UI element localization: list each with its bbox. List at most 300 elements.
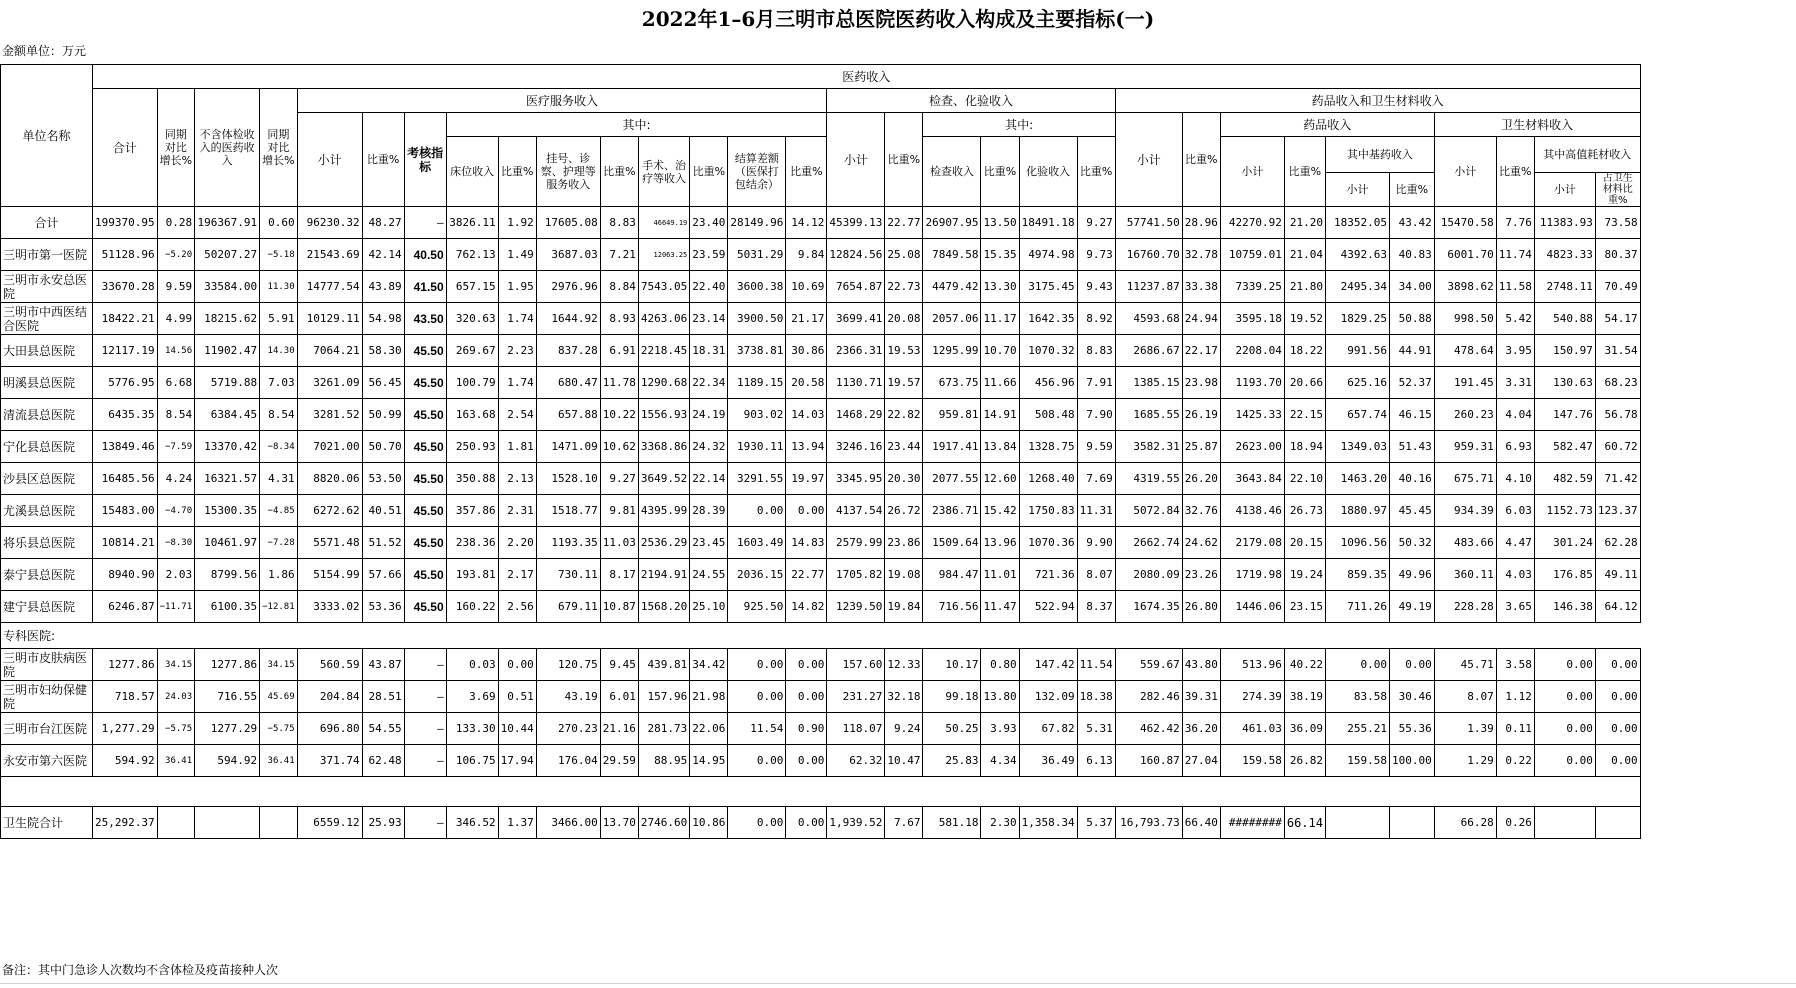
table-cell: 4593.68 (1115, 303, 1182, 335)
table-cell: 1.92 (498, 207, 536, 239)
table-cell: 50.70 (362, 431, 404, 463)
table-cell: 9.84 (786, 239, 827, 271)
table-cell: 8.07 (1434, 681, 1496, 713)
table-cell: 1930.11 (728, 431, 786, 463)
table-cell: 204.84 (297, 681, 362, 713)
table-cell: 18422.21 (93, 303, 158, 335)
table-cell: 23.14 (690, 303, 728, 335)
table-row (1, 495, 1641, 527)
table-cell: 32.78 (1182, 239, 1220, 271)
table-cell: 4137.54 (827, 495, 885, 527)
table-cell: 50.25 (923, 713, 981, 745)
table-cell: 24.03 (157, 681, 195, 713)
table-cell: 3.31 (1496, 367, 1534, 399)
table-cell: 133.30 (446, 713, 498, 745)
table-cell: 2579.99 (827, 527, 885, 559)
table-cell: 2746.60 (638, 807, 689, 839)
table-cell: 14.95 (690, 745, 728, 777)
table-cell: 984.47 (923, 559, 981, 591)
table-cell: 45.69 (260, 681, 298, 713)
table-cell: 3.58 (1496, 649, 1534, 681)
table-cell: – (404, 649, 446, 681)
table-cell: 6559.12 (297, 807, 362, 839)
table-cell: 45399.13 (827, 207, 885, 239)
table-cell: 62.28 (1595, 527, 1640, 559)
header-essential-ratio: 比重% (1389, 173, 1434, 207)
header-exam-ratio-2: 比重% (981, 137, 1019, 207)
table-cell: 18352.05 (1325, 207, 1389, 239)
table-cell: 9.59 (157, 271, 195, 303)
table-cell: 13.84 (981, 431, 1019, 463)
table-cell: 0.00 (1595, 649, 1640, 681)
table-cell: 3643.84 (1220, 463, 1284, 495)
table-cell: 2.13 (498, 463, 536, 495)
table-cell: 25.10 (690, 591, 728, 623)
table-cell: 12117.19 (93, 335, 158, 367)
table-cell (157, 807, 195, 839)
table-cell: 4.24 (157, 463, 195, 495)
table-cell: 48.27 (362, 207, 404, 239)
table-cell: 925.50 (728, 591, 786, 623)
table-cell: 462.42 (1115, 713, 1182, 745)
table-cell: 5.91 (260, 303, 298, 335)
table-cell: 3.93 (981, 713, 1019, 745)
table-cell: 2686.67 (1115, 335, 1182, 367)
row-name: 三明市台江医院 (1, 713, 93, 745)
table-cell: −8.34 (260, 431, 298, 463)
table-cell: 24.19 (690, 399, 728, 431)
table-cell: 43.89 (362, 271, 404, 303)
table-cell: 6.68 (157, 367, 195, 399)
table-cell: 0.00 (728, 745, 786, 777)
table-cell: 20.66 (1284, 367, 1325, 399)
table-cell: 350.88 (446, 463, 498, 495)
table-cell: 45.50 (404, 367, 446, 399)
table-cell: 1446.06 (1220, 591, 1284, 623)
table-cell: 7.90 (1077, 399, 1115, 431)
table-cell: 282.46 (1115, 681, 1182, 713)
table-cell: 859.35 (1325, 559, 1389, 591)
header-surgery-ratio: 比重% (690, 137, 728, 207)
table-cell: 625.16 (1325, 367, 1389, 399)
table-row (1, 367, 1641, 399)
table-cell: 45.50 (404, 495, 446, 527)
table-cell: 40.51 (362, 495, 404, 527)
table-cell: 45.50 (404, 399, 446, 431)
table-cell: 26.80 (1182, 591, 1220, 623)
table-cell: 4.03 (1496, 559, 1534, 591)
table-cell: 147.42 (1019, 649, 1077, 681)
table-cell: 6384.45 (195, 399, 260, 431)
table-cell: 260.23 (1434, 399, 1496, 431)
table-cell: −7.59 (157, 431, 195, 463)
table-cell: 26907.95 (923, 207, 981, 239)
blank-row (1, 777, 1641, 807)
table-cell: 22.34 (690, 367, 728, 399)
table-cell: 3898.62 (1434, 271, 1496, 303)
table-cell: 10814.21 (93, 527, 158, 559)
table-cell: 360.11 (1434, 559, 1496, 591)
table-cell: 11.54 (728, 713, 786, 745)
table-cell: 45.45 (1389, 495, 1434, 527)
header-exam: 检查收入 (923, 137, 981, 207)
table-cell: 43.80 (1182, 649, 1220, 681)
table-cell: 8.92 (1077, 303, 1115, 335)
table-cell: 1,358.34 (1019, 807, 1077, 839)
table-cell: 40.22 (1284, 649, 1325, 681)
row-name: 大田县总医院 (1, 335, 93, 367)
table-cell: 2366.31 (827, 335, 885, 367)
table-cell: 6246.87 (93, 591, 158, 623)
table-cell: 716.56 (923, 591, 981, 623)
row-name: 三明市皮肤病医院 (1, 649, 93, 681)
table-cell: 3261.09 (297, 367, 362, 399)
table-cell: 3.65 (1496, 591, 1534, 623)
table-cell: 0.00 (498, 649, 536, 681)
table-cell: 718.57 (93, 681, 158, 713)
table-cell: 26.20 (1182, 463, 1220, 495)
table-cell: 0.00 (728, 495, 786, 527)
table-cell: 13.30 (981, 271, 1019, 303)
table-cell: 24.55 (690, 559, 728, 591)
table-cell: 3687.03 (536, 239, 600, 271)
table-cell: 1.12 (1496, 681, 1534, 713)
table-cell: 18.94 (1284, 431, 1325, 463)
header-settlement: 结算差额（医保打包结余） (728, 137, 786, 207)
table-cell: 36.41 (260, 745, 298, 777)
table-row (1, 271, 1641, 303)
header-surgery: 手术、治疗等收入 (638, 137, 689, 207)
header-lab-ratio: 比重% (1077, 137, 1115, 207)
table-cell: 60.72 (1595, 431, 1640, 463)
table-cell: 594.92 (93, 745, 158, 777)
table-cell: 3368.86 (638, 431, 689, 463)
table-cell: 36.09 (1284, 713, 1325, 745)
table-cell: 42.14 (362, 239, 404, 271)
table-cell: 9.45 (600, 649, 638, 681)
table-cell: 301.24 (1534, 527, 1595, 559)
table-cell: 45.50 (404, 335, 446, 367)
table-cell: 10.17 (923, 649, 981, 681)
table-cell: 1.29 (1434, 745, 1496, 777)
table-cell: 19.84 (885, 591, 923, 623)
table-cell: 26.72 (885, 495, 923, 527)
table-cell: 193.81 (446, 559, 498, 591)
table-cell: 29.59 (600, 745, 638, 777)
table-cell: 1644.92 (536, 303, 600, 335)
table-cell: 3900.50 (728, 303, 786, 335)
table-cell: 68.23 (1595, 367, 1640, 399)
table-cell: 8.83 (600, 207, 638, 239)
table-cell: 22.10 (1284, 463, 1325, 495)
header-drug-mat-ratio: 比重% (1182, 113, 1220, 207)
table-cell: 1070.32 (1019, 335, 1077, 367)
table-cell: 3246.16 (827, 431, 885, 463)
table-cell: 4392.63 (1325, 239, 1389, 271)
header-exam-subtotal: 小计 (827, 113, 885, 207)
table-cell: 120.75 (536, 649, 600, 681)
row-name: 三明市中西医结合医院 (1, 303, 93, 335)
table-cell: 22.82 (885, 399, 923, 431)
table-cell: 837.28 (536, 335, 600, 367)
table-cell: 66.14 (1284, 807, 1325, 839)
table-cell: 8.93 (600, 303, 638, 335)
table-cell: 83.58 (1325, 681, 1389, 713)
table-cell: 0.00 (1595, 681, 1640, 713)
table-cell: 21.16 (600, 713, 638, 745)
table-cell: 4.10 (1496, 463, 1534, 495)
table-cell: 2976.96 (536, 271, 600, 303)
table-cell: 673.75 (923, 367, 981, 399)
table-cell: 675.71 (1434, 463, 1496, 495)
row-name: 建宁县总医院 (1, 591, 93, 623)
table-cell: 14.83 (786, 527, 827, 559)
table-cell: 21543.69 (297, 239, 362, 271)
table-cell: 12.33 (885, 649, 923, 681)
table-cell: 7021.00 (297, 431, 362, 463)
table-cell: 7.91 (1077, 367, 1115, 399)
table-cell: 255.21 (1325, 713, 1389, 745)
table-cell: 16321.57 (195, 463, 260, 495)
header-of-which-2: 其中: (923, 113, 1115, 137)
table-cell: 3333.02 (297, 591, 362, 623)
table-cell: 24.32 (690, 431, 728, 463)
table-cell: – (404, 713, 446, 745)
table-cell: 1.74 (498, 367, 536, 399)
header-registration-ratio: 比重% (600, 137, 638, 207)
table-cell: 269.67 (446, 335, 498, 367)
table-cell: 721.36 (1019, 559, 1077, 591)
table-cell: 25.83 (923, 745, 981, 777)
table-cell: 1.37 (498, 807, 536, 839)
header-material-subtotal: 小计 (1434, 137, 1496, 207)
table-cell: 1290.68 (638, 367, 689, 399)
table-cell: 0.22 (1496, 745, 1534, 777)
table-cell: 9.59 (1077, 431, 1115, 463)
table-cell: 730.11 (536, 559, 600, 591)
special-rows (1, 649, 1641, 777)
table-cell: 39.31 (1182, 681, 1220, 713)
table-cell: – (404, 745, 446, 777)
table-cell: 34.15 (157, 649, 195, 681)
table-cell: 2.23 (498, 335, 536, 367)
table-cell: 16485.56 (93, 463, 158, 495)
table-cell: 5.31 (1077, 713, 1115, 745)
table-cell: 0.00 (786, 807, 827, 839)
table-cell: 4974.98 (1019, 239, 1077, 271)
table-cell: 11.66 (981, 367, 1019, 399)
table-cell: 159.58 (1325, 745, 1389, 777)
table-cell: 15.42 (981, 495, 1019, 527)
table-cell: 62.48 (362, 745, 404, 777)
table-cell: 43.50 (404, 303, 446, 335)
header-bed: 床位收入 (446, 137, 498, 207)
table-cell: 73.58 (1595, 207, 1640, 239)
table-cell: 23.45 (690, 527, 728, 559)
table-cell: 12063.25 (638, 239, 689, 271)
table-cell: 16,793.73 (1115, 807, 1182, 839)
table-cell: 57.66 (362, 559, 404, 591)
table-cell: 6.03 (1496, 495, 1534, 527)
table-cell: 88.95 (638, 745, 689, 777)
table-cell: 54.55 (362, 713, 404, 745)
table-cell: ######## (1220, 807, 1284, 839)
table-cell: 52.37 (1389, 367, 1434, 399)
table-cell: 14.82 (786, 591, 827, 623)
table-cell: 680.47 (536, 367, 600, 399)
table-cell: 50207.27 (195, 239, 260, 271)
table-cell: 26.73 (1284, 495, 1325, 527)
table-cell: 21.98 (690, 681, 728, 713)
table-cell: 2057.06 (923, 303, 981, 335)
table-cell (1595, 807, 1640, 839)
table-cell: 58.30 (362, 335, 404, 367)
table-cell: 3.69 (446, 681, 498, 713)
table-cell: 2.17 (498, 559, 536, 591)
table-cell: 8.54 (260, 399, 298, 431)
table-cell: 55.36 (1389, 713, 1434, 745)
table-cell: 25.87 (1182, 431, 1220, 463)
table-cell: – (404, 807, 446, 839)
table-cell: 998.50 (1434, 303, 1496, 335)
table-cell: 6.13 (1077, 745, 1115, 777)
table-cell: 1268.40 (1019, 463, 1077, 495)
table-cell: 157.96 (638, 681, 689, 713)
table-cell: 14.56 (157, 335, 195, 367)
table-cell: 21.17 (786, 303, 827, 335)
table-cell: 13849.46 (93, 431, 158, 463)
table-cell: 0.80 (981, 649, 1019, 681)
table-cell: 0.60 (260, 207, 298, 239)
table-cell: 1705.82 (827, 559, 885, 591)
table-cell: 10.62 (600, 431, 638, 463)
table-cell: 1277.86 (93, 649, 158, 681)
table-cell: 11383.93 (1534, 207, 1595, 239)
table-cell: −5.75 (260, 713, 298, 745)
table-cell: 14.03 (786, 399, 827, 431)
table-cell: 50.99 (362, 399, 404, 431)
table-cell: 13.96 (981, 527, 1019, 559)
table-cell: 13.50 (981, 207, 1019, 239)
table-row (1, 807, 1641, 839)
table-cell (1389, 807, 1434, 839)
table-cell: 51.43 (1389, 431, 1434, 463)
table-cell: 27.04 (1182, 745, 1220, 777)
table-cell: 176.04 (536, 745, 600, 777)
header-drug-subtotal: 小计 (1220, 137, 1284, 207)
table-cell: 7.69 (1077, 463, 1115, 495)
table-cell: −5.20 (157, 239, 195, 271)
table-cell: 1674.35 (1115, 591, 1182, 623)
table-cell: 5.37 (1077, 807, 1115, 839)
table-cell: 45.50 (404, 527, 446, 559)
table-cell: 18.38 (1077, 681, 1115, 713)
table-cell: 21.04 (1284, 239, 1325, 271)
table-cell: 53.50 (362, 463, 404, 495)
table-cell: 0.00 (786, 495, 827, 527)
table-cell: 522.94 (1019, 591, 1077, 623)
row-name: 泰宁县总医院 (1, 559, 93, 591)
header-total: 合计 (93, 89, 158, 207)
row-name: 尤溪县总医院 (1, 495, 93, 527)
table-cell: 22.73 (885, 271, 923, 303)
table-cell: 1568.20 (638, 591, 689, 623)
table-cell: 461.03 (1220, 713, 1284, 745)
table-cell: −5.75 (157, 713, 195, 745)
table-cell: 4.47 (1496, 527, 1534, 559)
table-cell: 1.74 (498, 303, 536, 335)
table-cell: 7.21 (600, 239, 638, 271)
table-cell: 371.74 (297, 745, 362, 777)
header-drug-material: 药品收入和卫生材料收入 (1115, 89, 1640, 113)
table-cell: 19.52 (1284, 303, 1325, 335)
table-cell: 24.62 (1182, 527, 1220, 559)
table-cell: 25,292.37 (93, 807, 158, 839)
table-cell: 2748.11 (1534, 271, 1595, 303)
table-cell: 19.97 (786, 463, 827, 495)
section-label: 专科医院: (1, 623, 1641, 649)
table-cell: 0.00 (786, 649, 827, 681)
header-yoy-growth-2: 同期对比增长% (260, 89, 298, 207)
table-cell: 66.28 (1434, 807, 1496, 839)
table-cell: 5154.99 (297, 559, 362, 591)
table-cell: 357.86 (446, 495, 498, 527)
table-cell: 31.54 (1595, 335, 1640, 367)
table-cell: 18.22 (1284, 335, 1325, 367)
table-cell: 1468.29 (827, 399, 885, 431)
table-cell: 3826.11 (446, 207, 498, 239)
table-cell: 8.17 (600, 559, 638, 591)
table-cell: 1385.15 (1115, 367, 1182, 399)
table-cell: 8820.06 (297, 463, 362, 495)
table-cell: 33584.00 (195, 271, 260, 303)
table-cell: 14.30 (260, 335, 298, 367)
table-cell: 2080.09 (1115, 559, 1182, 591)
table-cell: 4.99 (157, 303, 195, 335)
table-cell: 30.46 (1389, 681, 1434, 713)
table-cell: 10.47 (885, 745, 923, 777)
table-cell: 0.00 (786, 745, 827, 777)
table-cell: 14777.54 (297, 271, 362, 303)
table-cell: 991.56 (1325, 335, 1389, 367)
table-cell: 12824.56 (827, 239, 885, 271)
table-cell: 3738.81 (728, 335, 786, 367)
table-cell: 1642.35 (1019, 303, 1077, 335)
table-cell: 582.47 (1534, 431, 1595, 463)
table-cell: 560.59 (297, 649, 362, 681)
footnote: 备注：其中门急诊人次数均不含体检及疫苗接种人次 (2, 963, 279, 977)
table-cell: 2662.74 (1115, 527, 1182, 559)
table-cell: 45.50 (404, 463, 446, 495)
table-cell: 33.38 (1182, 271, 1220, 303)
table-cell: 160.22 (446, 591, 498, 623)
table-cell: 439.81 (638, 649, 689, 681)
unit-label: 金额单位：万元 (2, 44, 87, 58)
table-cell: 17.94 (498, 745, 536, 777)
header-of-which: 其中: (446, 113, 827, 137)
table-cell: 1880.97 (1325, 495, 1389, 527)
table-cell: 2.54 (498, 399, 536, 431)
row-name: 沙县区总医院 (1, 463, 93, 495)
table-cell: 17605.08 (536, 207, 600, 239)
table-cell: 1328.75 (1019, 431, 1077, 463)
table-cell: 33670.28 (93, 271, 158, 303)
table-cell: 14.12 (786, 207, 827, 239)
table-row (1, 463, 1641, 495)
row-name: 卫生院合计 (1, 807, 93, 839)
table-cell: 1.95 (498, 271, 536, 303)
table-cell: 123.37 (1595, 495, 1640, 527)
